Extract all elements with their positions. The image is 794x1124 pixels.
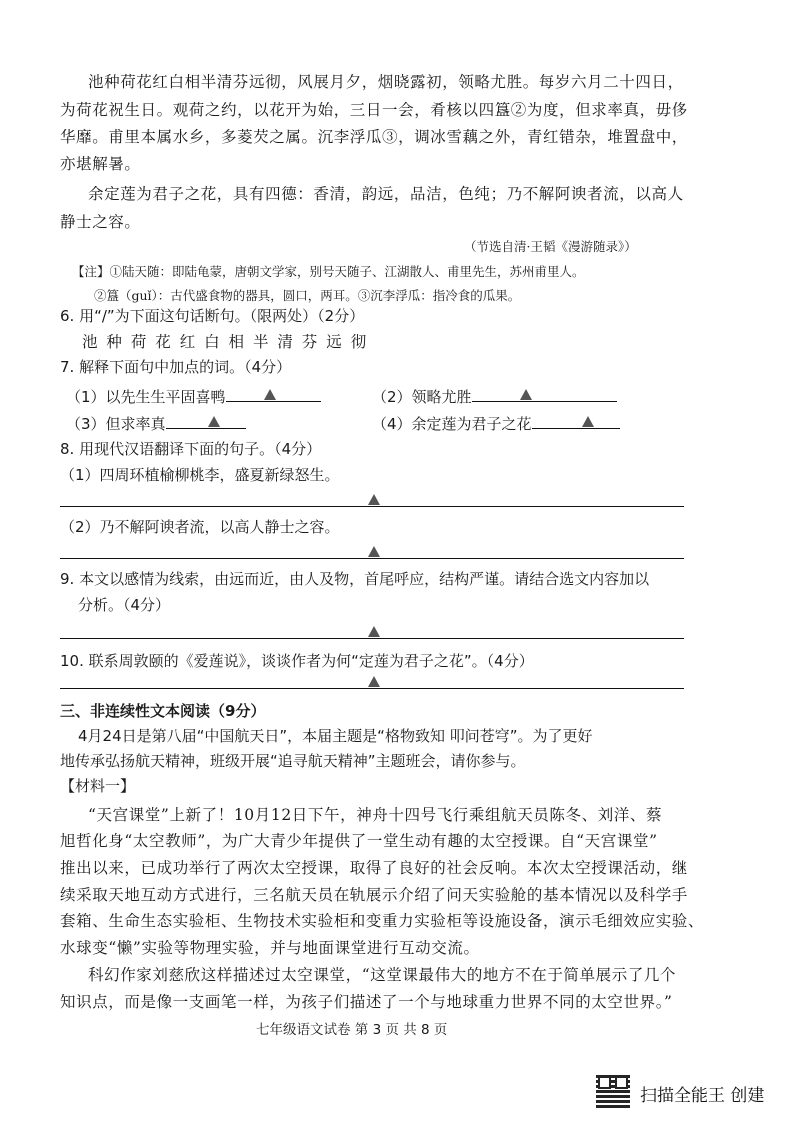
material-line-3: 推出以来，已成功举行了两次太空授课，取得了良好的社会反响。本次太空授课活动，继 [60,859,688,877]
question-7-item-1 [66,386,321,407]
passage-line-4: 亦堪解暑。 [60,155,141,173]
question-6-sentence: 池 种 荷 花 红 白 相 半 清 芬 远 彻 [82,333,369,351]
item-text: （1）以先生生平固喜鸭 [66,388,226,406]
question-7-item-3 [66,413,246,434]
passage-source: （节选自清·王韬《漫游随录》） [464,239,637,254]
material-line-6: 水球变“懒”实验等物理实验，并与地面课堂进行互动交流。 [60,939,480,957]
answer-blank[interactable] [166,414,246,429]
passage-line-5: 余定莲为君子之花，具有四德：香清，韵远，品洁，色纯；乃不解阿谀者流，以高人 [88,185,684,203]
page-footer: 七年级语文试卷 第 3 页 共 8 页 [256,1022,448,1038]
answer-line-10[interactable] [60,688,684,689]
annotation-note-2: ②簋（guǐ）：古代盛食物的器具，圆口，两耳。③沉李浮瓜：指冷食的瓜果。 [94,288,521,303]
question-8-prompt: 8. 用现代汉语翻译下面的句子。（4分） [60,440,322,458]
item-text: （3）但求率真 [66,415,166,433]
answer-line-9[interactable] [60,638,684,639]
passage-line-1: 池种荷花红白相半清芬远彻，风展月夕，烟晓露初，领略尤胜。每岁六月二十四日， [88,73,684,91]
passage-line-2: 为荷花祝生日。观荷之约，以花开为始，三日一会，肴核以四簋②为度，但求率真，毋侈 [60,101,688,119]
question-9-line-2: 分析。（4分） [78,596,171,614]
answer-marker-icon [368,676,380,687]
item-text: （4）余定莲为君子之花 [372,415,532,433]
item-text: （2）领略尤胜 [372,388,472,406]
section-3-intro-2: 地传承弘扬航天精神，班级开展“追寻航天精神”主题班会，请你参与。 [60,752,526,770]
answer-marker-icon [264,389,276,400]
qr-code-icon [596,1074,630,1108]
answer-marker-icon [520,389,532,400]
material-1-label: 【材料一】 [60,777,136,795]
answer-marker-icon [368,626,380,637]
answer-marker-icon [208,416,220,427]
question-10-prompt: 10. 联系周敦颐的《爱莲说》，谈谈作者为何“定莲为君子之花”。（4分） [60,652,534,670]
answer-marker-icon [368,546,380,557]
answer-blank[interactable] [532,414,620,429]
scanner-watermark: 扫描全能王 创建 [640,1086,765,1106]
answer-line-8-2[interactable] [60,558,684,559]
question-8-item-1: （1）四周环植榆柳桃李，盛夏新绿怒生。 [60,466,340,484]
question-8-item-2: （2）乃不解阿谀者流，以高人静士之容。 [60,518,340,536]
material-line-8: 知识点，而是像一支画笔一样，为孩子们描述了一个与地球重力世界不同的太空世界。” [60,993,673,1011]
question-7-prompt: 7. 解释下面句中加点的词。（4分） [60,358,292,376]
answer-blank[interactable] [472,387,617,402]
material-line-1: “天宫课堂”上新了！10月12日下午，神舟十四号飞行乘组航天员陈冬、刘洋、蔡 [88,806,663,824]
material-line-2: 旭哲化身“太空教师”，为广大青少年提供了一堂生动有趣的太空授课。自“天宫课堂” [60,832,658,850]
question-6-prompt: 6. 用“/”为下面这句话断句。（限两处）（2分） [60,307,365,325]
answer-blank[interactable] [226,387,321,402]
question-7-item-2 [372,386,617,407]
answer-line-8-1[interactable] [60,506,684,507]
material-line-4: 续采取天地互动方式进行，三名航天员在轨展示介绍了问天实验舱的基本情况以及科学手 [60,886,688,904]
annotation-note-1: 【注】①陆天随：即陆龟蒙，唐朝文学家，别号天随子、江湖散人、甫里先生，苏州甫里人。 [72,264,585,279]
material-line-5: 套箱、生命生态实验柜、生物技术实验柜和变重力实验柜等设施设备，演示毛细效应实验、 [60,912,705,930]
answer-marker-icon [582,416,594,427]
passage-line-3: 华靡。甫里本属水乡，多菱芡之属。沉李浮瓜③，调冰雪藕之外，青红错杂，堆置盘中， [60,128,688,146]
passage-line-6: 静士之容。 [60,213,141,231]
answer-marker-icon [368,494,380,505]
material-line-7: 科幻作家刘慈欣这样描述过太空课堂，“这堂课最伟大的地方不在于简单展示了几个 [88,966,677,984]
question-9-line-1: 9. 本文以感情为线索，由远而近，由人及物，首尾呼应，结构严谨。请结合选文内容加以 [60,570,650,588]
section-3-heading: 三、非连续性文本阅读（9分） [60,702,266,720]
section-3-intro-1: 4月24日是第八届“中国航天日”，本届主题是“格物致知 叩问苍穹”。为了更好 [78,727,593,745]
question-7-item-4 [372,413,620,434]
